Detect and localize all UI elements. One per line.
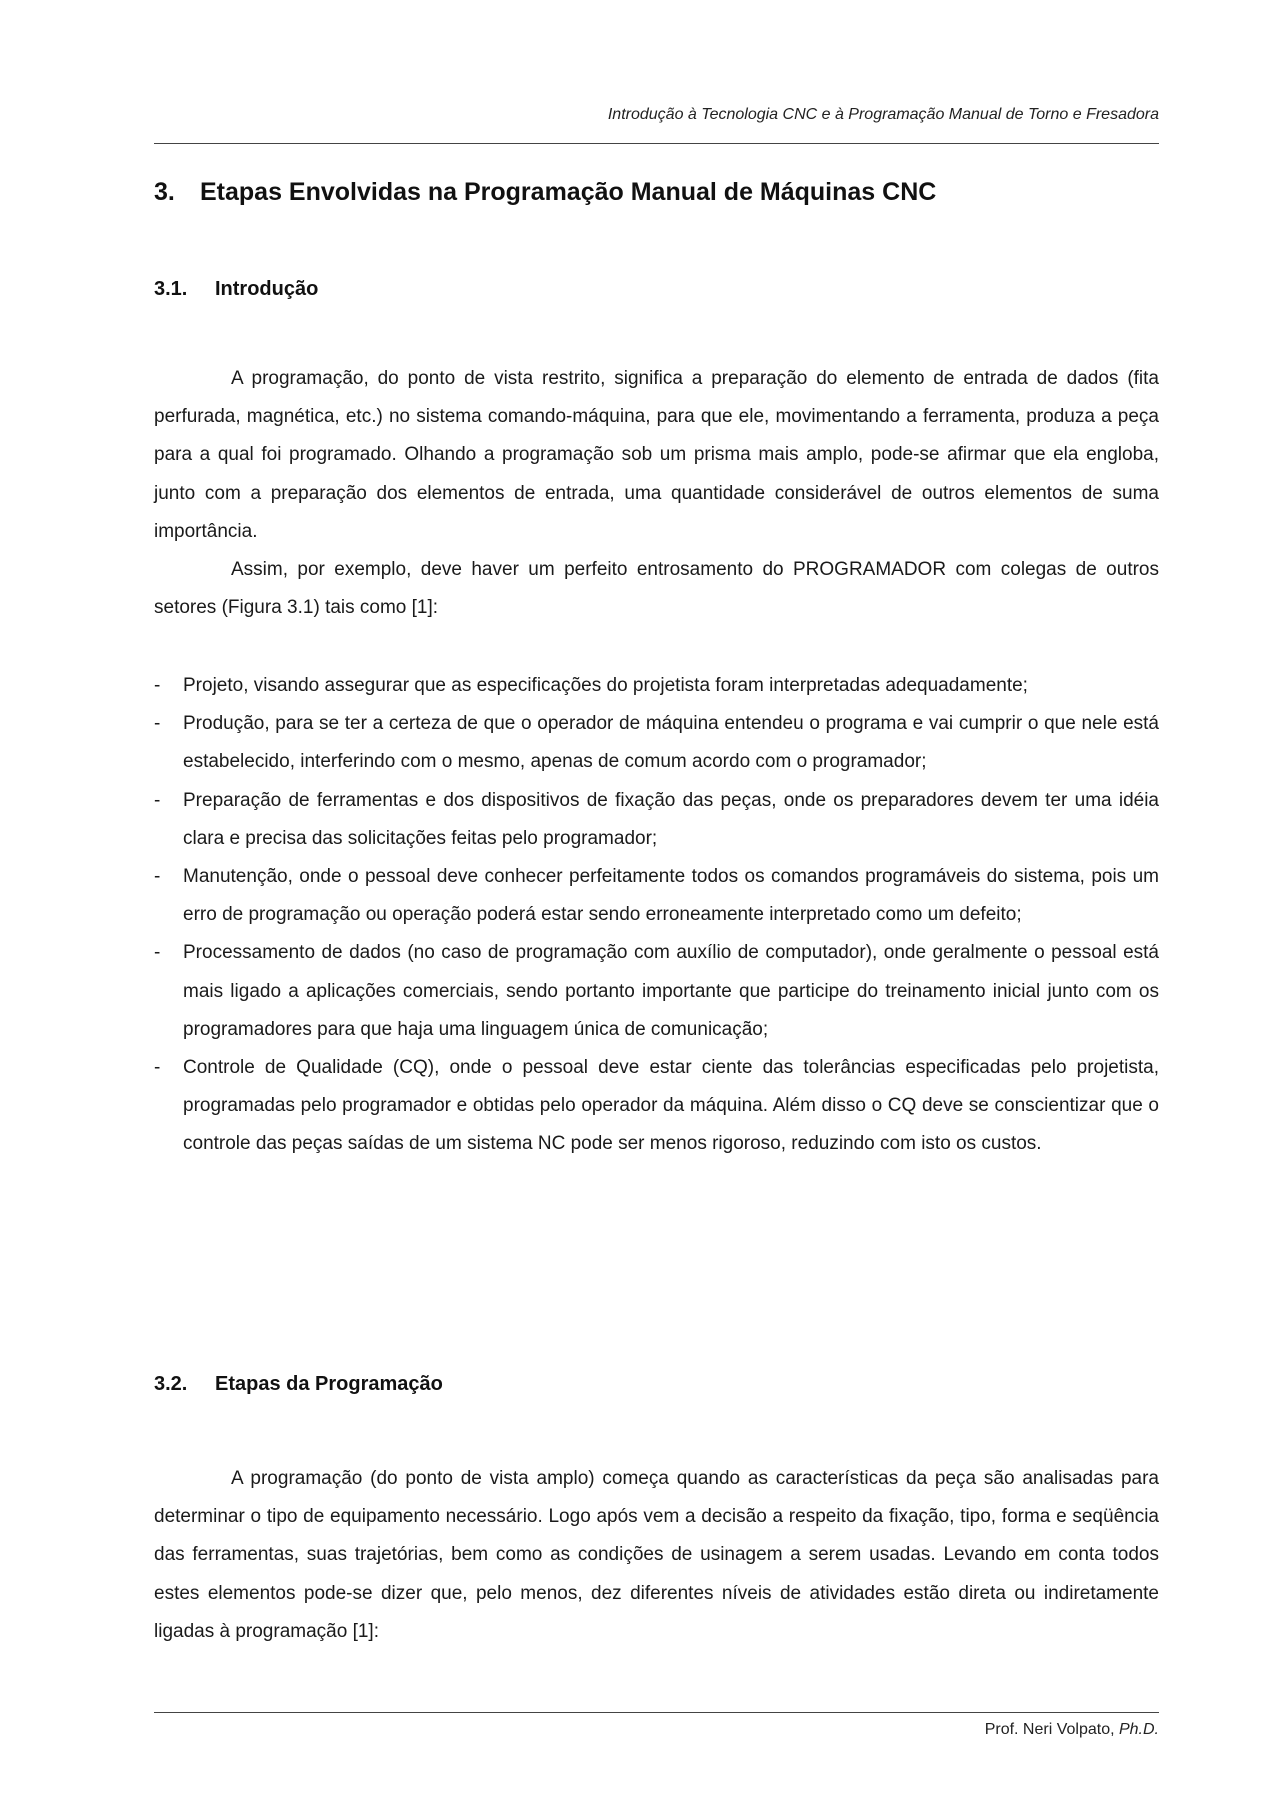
section-title-introducao <box>154 278 318 301</box>
list-item <box>154 1049 1159 1164</box>
bullet-list <box>154 667 1159 1164</box>
chapter-number: 3. <box>154 178 175 206</box>
paragraph: A programação, do ponto de vista restrito, significa a preparação do elemento de entrada de dados (fita perfurada, magnética, etc.) no sistema comando-máquina, para que ele, movimentando a ferramenta, produza a peça para a qual foi programado. Olhando a programação sob um prisma mais amplo, pode-se afirmar que ela engloba, junto com a preparação dos elementos de entrada, uma quantidade considerável de outros elementos de suma importância. <box>154 368 1159 542</box>
chapter-title-text: Etapas Envolvidas na Programação Manual de Máquinas CNC <box>200 178 937 206</box>
bullet-dash: - <box>154 1057 161 1079</box>
footer-rule <box>154 1712 1159 1713</box>
list-item-text: Produção, para se ter a certeza de que o operador de máquina entendeu o programa e vai cumprir o que nele está estabelecido, interferindo com o mesmo, apenas de comum acordo com o programador; <box>183 713 1159 773</box>
paragraph: A programação (do ponto de vista amplo) começa quando as características da peça são analisadas para determinar o tipo de equipamento necessário. Logo após vem a decisão a respeito da fixação, tipo, forma e seqüência das ferramentas, suas trajetórias, bem como as condições de usinagem a serem usadas. Levando em conta todos estes elementos pode-se dizer que, pelo menos, dez diferentes níveis de atividades estão direta ou indiretamente ligadas à programação [1]: <box>154 1468 1159 1642</box>
bullet-dash: - <box>154 942 161 964</box>
running-header: Introdução à Tecnologia CNC e à Programação Manual de Torno e Fresadora <box>607 106 1159 123</box>
chapter-title <box>154 178 936 207</box>
list-item <box>154 705 1159 781</box>
footer-author <box>985 1721 1159 1739</box>
section-title-text: Etapas da Programação <box>215 1373 443 1395</box>
section-number: 3.2. <box>154 1373 188 1395</box>
paragraph: Assim, por exemplo, deve haver um perfeito entrosamento do PROGRAMADOR com colegas de outros setores (Figura 3.1) tais como [1]: <box>154 559 1159 619</box>
list-item <box>154 782 1159 858</box>
section-number: 3.1. <box>154 278 188 300</box>
section-title-etapas <box>154 1373 443 1396</box>
bullet-dash: - <box>154 713 161 735</box>
list-item <box>154 667 1159 705</box>
bullet-dash: - <box>154 675 161 696</box>
bullet-dash: - <box>154 789 161 811</box>
list-item-text: Manutenção, onde o pessoal deve conhecer perfeitamente todos os comandos programáveis do sistema, pois um erro de programação ou operação poderá estar sendo erroneamente interpretado como um defeito; <box>183 866 1159 926</box>
list-item <box>154 858 1159 934</box>
section2-body <box>154 1460 1159 1651</box>
header-rule <box>154 143 1159 144</box>
list-item-text: Processamento de dados (no caso de programação com auxílio de computador), onde geralmente o pessoal está mais ligado a aplicações comerciais, sendo portanto importante que participe do treinamento inicial junto com os programadores para que haja uma linguagem única de comunicação; <box>183 942 1159 1040</box>
list-item-text: Controle de Qualidade (CQ), onde o pessoal deve estar ciente das tolerâncias especificadas pelo projetista, programadas pelo programador e obtidas pelo operador da máquina. Além disso o CQ deve se conscientizar que o controle das peças saídas de um sistema NC pode ser menos rigoroso, reduzindo com isto os custos. <box>183 1057 1159 1155</box>
list-item-text: Preparação de ferramentas e dos dispositivos de fixação das peças, onde os preparadores devem ter uma idéia clara e precisa das solicitações feitas pelo programador; <box>183 789 1159 849</box>
section1-body <box>154 360 1159 627</box>
footer-author-title: Ph.D. <box>1118 1721 1159 1738</box>
section-title-text: Introdução <box>215 278 319 300</box>
document-page <box>154 0 1159 1811</box>
list-item-text: Projeto, visando assegurar que as especificações do projetista foram interpretadas adequadamente; <box>183 675 1028 696</box>
footer-author-name: Prof. Neri Volpato, <box>984 1721 1115 1738</box>
bullet-dash: - <box>154 866 161 888</box>
list-item <box>154 934 1159 1049</box>
